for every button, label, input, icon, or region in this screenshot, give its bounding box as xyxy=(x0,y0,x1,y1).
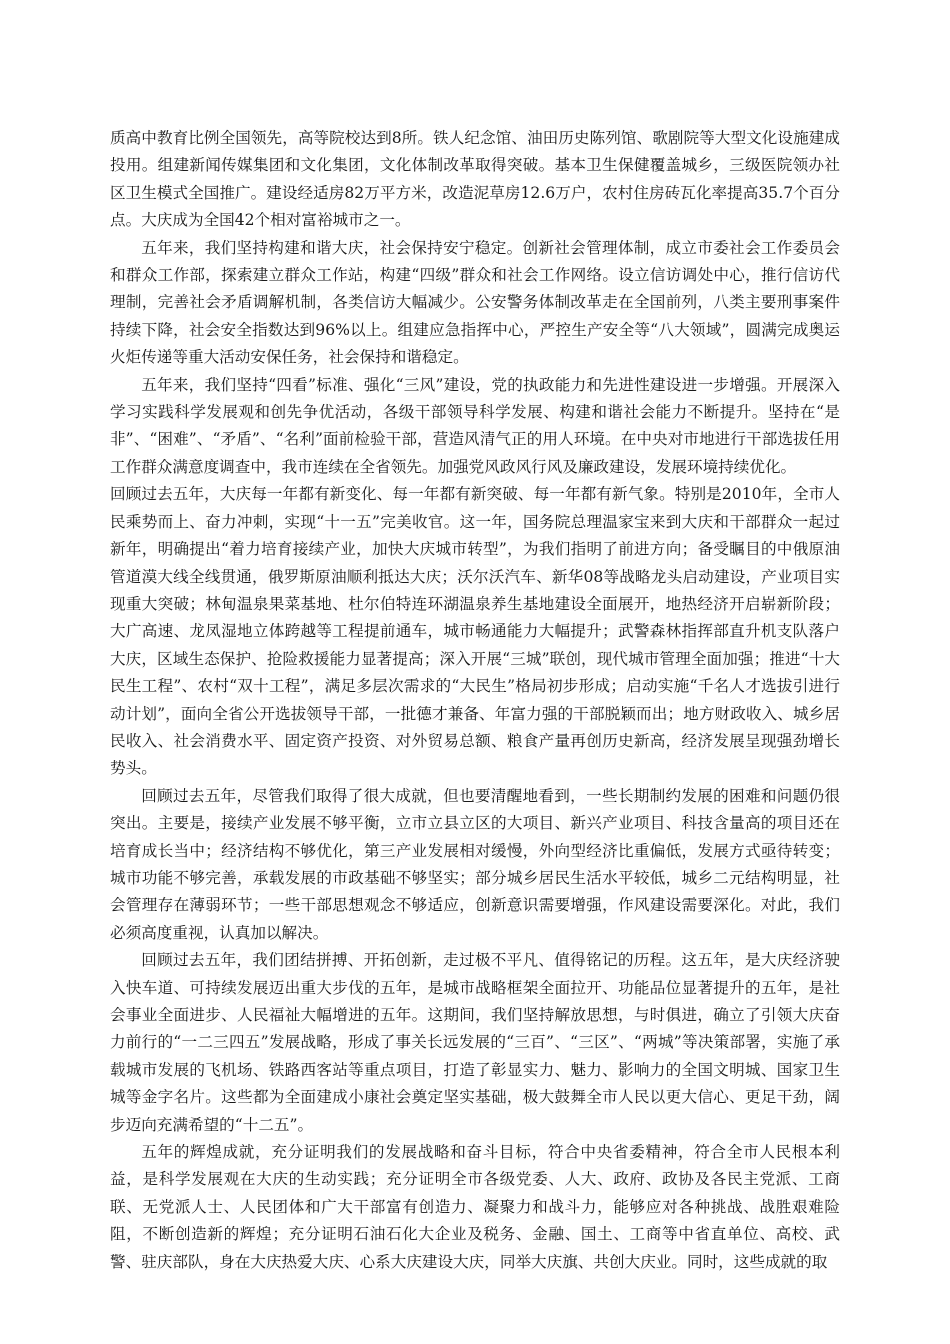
paragraph-3: 五年来，我们坚持“四看”标准、强化“三风”建设，党的执政能力和先进性建设进一步增强。开展深入学习实践科学发展观和创先争优活动，各级干部领导科学发展、构建和谐社会能力不断提升。坚持在“是非”、“困难”、“矛盾”、“名利”面前检验干部，营造风清气正的用人环境。在中央对市地进行干部选拔任用工作群众满意度调查中，我市连续在全省领先。加强党风政风行风及廉政建设，发展环境持续优化。 xyxy=(110,375,840,476)
paragraph-4: 回顾过去五年，大庆每一年都有新变化、每一年都有新突破、每一年都有新气象。特别是2010年，全市人民乘势而上、奋力冲刺，实现“十一五”完美收官。这一年，国务院总理温家宝来到大庆和干部群众一起过新年，明确提出“着力培育接续产业，加快大庆城市转型”，为我们指明了前进方向；备受瞩目的中俄原油管道漠大线全线贯通，俄罗斯原油顺利抵达大庆；沃尔沃汽车、新华08等战略龙头启动建设，产业项目实现重大突破；林甸温泉果菜基地、杜尔伯特连环湖温泉养生基地建设全面展开，地热经济开启崭新阶段；大广高速、龙凤湿地立体跨越等工程提前通车，城市畅通能力大幅提升；武警森林指挥部直升机支队落户大庆，区域生态保护、抢险救援能力显著提高；深入开展“三城”联创，现代城市管理全面加强；推进“十大民生工程”、农村“双十工程”，满足多层次需求的“大民生”格局初步形成；启动实施“千名人才选拔引进行动计划”，面向全省公开选拔领导干部，一批德才兼备、年富力强的干部脱颖而出；地方财政收入、城乡居民收入、社会消费水平、固定资产投资、对外贸易总额、粮食产量再创历史新高，经济发展呈现强劲增长势头。 xyxy=(110,485,840,778)
document-page xyxy=(110,125,840,1276)
paragraph-6: 回顾过去五年，我们团结拼搏、开拓创新，走过极不平凡、值得铭记的历程。这五年，是大庆经济驶入快车道、可持续发展迈出重大步伐的五年，是城市战略框架全面拉开、功能品位显著提升的五年，是社会事业全面进步、人民福祉大幅增进的五年。这期间，我们坚持解放思想，与时俱进，确立了引领大庆奋力前行的“一二三四五”发展战略，形成了事关长远发展的“三百”、“三区”、“两城”等决策部署，实施了承载城市发展的飞机场、铁路西客站等重点项目，打造了彰显实力、魅力、影响力的全国文明城、国家卫生城等金字名片。这些都为全面建成小康社会奠定坚实基础，极大鼓舞全市人民以更大信心、更足干劲，阔步迈向充满希望的“十二五”。 xyxy=(110,951,840,1134)
paragraph-2: 五年来，我们坚持构建和谐大庆，社会保持安宁稳定。创新社会管理体制，成立市委社会工作委员会和群众工作部，探索建立群众工作站，构建“四级”群众和社会工作网络。设立信访调处中心，推行信访代理制，完善社会矛盾调解机制，各类信访大幅减少。公安警务体制改革走在全国前列，八类主要刑事案件持续下降，社会安全指数达到96%以上。组建应急指挥中心，严控生产安全等“八大领域”，圆满完成奥运火炬传递等重大活动安保任务，社会保持和谐稳定。 xyxy=(110,238,840,367)
paragraph-5: 回顾过去五年，尽管我们取得了很大成就，但也要清醒地看到，一些长期制约发展的困难和问题仍很突出。主要是，接续产业发展不够平衡，立市立县立区的大项目、新兴产业项目、科技含量高的项目还在培育成长当中；经济结构不够优化，第三产业发展相对缓慢，外向型经济比重偏低，发展方式亟待转变；城市功能不够完善，承载发展的市政基础不够坚实；部分城乡居民生活水平较低，城乡二元结构明显，社会管理存在薄弱环节；一些干部思想观念不够适应，创新意识需要增强，作风建设需要深化。对此，我们必须高度重视，认真加以解决。 xyxy=(110,786,840,942)
paragraph-1: 质高中教育比例全国领先，高等院校达到8所。铁人纪念馆、油田历史陈列馆、歌剧院等大型文化设施建成投用。组建新闻传媒集团和文化集团，文化体制改革取得突破。基本卫生保健覆盖城乡，三级医院领办社区卫生模式全国推广。建设经适房82万平方米，改造泥草房12.6万户，农村住房砖瓦化率提高35.7个百分点。大庆成为全国42个相对富裕城市之一。 xyxy=(110,129,840,230)
paragraph-7: 五年的辉煌成就，充分证明我们的发展战略和奋斗目标，符合中央省委精神，符合全市人民根本利益，是科学发展观在大庆的生动实践；充分证明全市各级党委、人大、政府、政协及各民主党派、工商联、无党派人士、人民团体和广大干部富有创造力、凝聚力和战斗力，能够应对各种挑战、战胜艰难险阻，不断创造新的辉煌；充分证明石油石化大企业及税务、金融、国土、工商等中省直单位、高校、武警、驻庆部队，身在大庆热爱大庆、心系大庆建设大庆，同举大庆旗、共创大庆业。同时，这些成就的取 xyxy=(110,1143,840,1271)
